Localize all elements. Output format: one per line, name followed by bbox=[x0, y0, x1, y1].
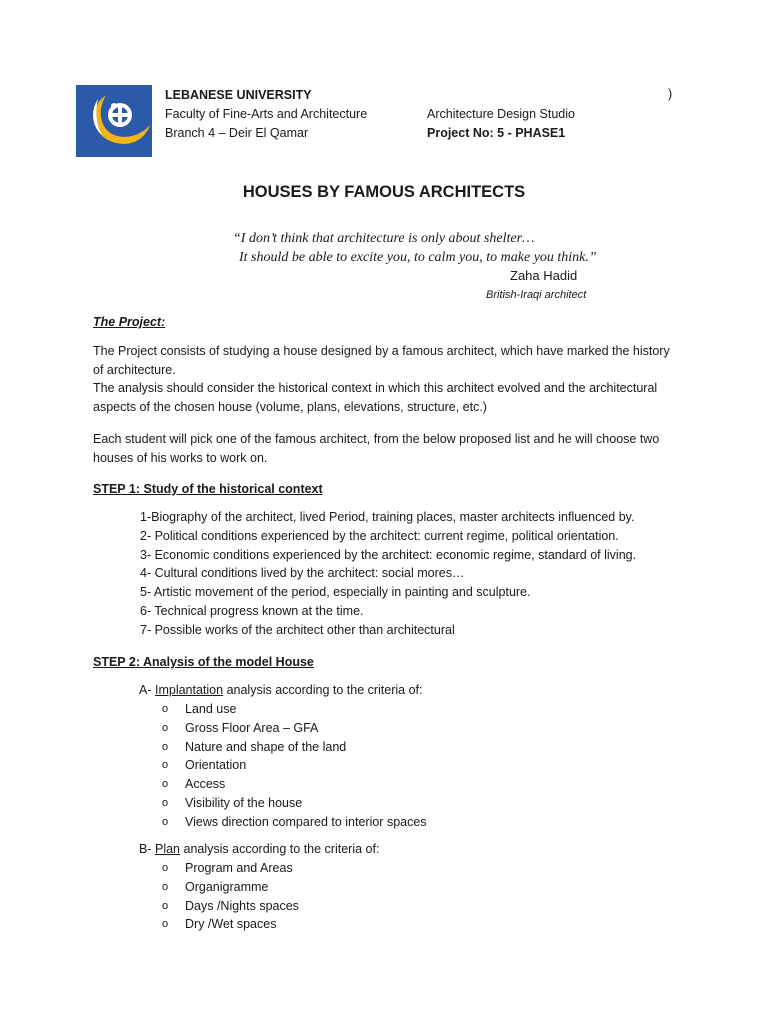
bullet-icon: o bbox=[162, 740, 169, 753]
bullet-icon: o bbox=[162, 918, 169, 931]
step2-a-list bbox=[162, 700, 427, 832]
project-number: Project No: 5 - PHASE1 bbox=[427, 126, 566, 140]
project-paragraph-3: Each student will pick one of the famous architect, from the below proposed list and he will choose two houses of his works to work on. bbox=[93, 432, 660, 465]
list-item: 3- Economic conditions experienced by the architect: economic regime, standard of living. bbox=[140, 547, 637, 562]
bullet-icon: o bbox=[162, 703, 169, 715]
studio-name: Architecture Design Studio bbox=[427, 107, 575, 121]
list-item: 2- Political conditions experienced by the architect: current regime, political orientation. bbox=[140, 528, 619, 543]
list-item: o Orientation bbox=[162, 756, 427, 775]
list-item: o Gross Floor Area – GFA bbox=[162, 719, 427, 738]
bullet-icon: o bbox=[162, 759, 169, 772]
bullet-icon: o bbox=[162, 796, 169, 809]
bullet-icon: o bbox=[162, 862, 169, 874]
bullet-icon: o bbox=[162, 778, 169, 791]
list-item: 4- Cultural conditions lived by the architect: social mores… bbox=[140, 566, 465, 581]
list-item: o Visibility of the house bbox=[162, 794, 427, 813]
bullet-icon: o bbox=[162, 899, 169, 912]
step2-b-heading: B- Plan analysis according to the criteria of: bbox=[139, 842, 380, 856]
list-item: o Nature and shape of the land bbox=[162, 738, 427, 757]
list-item: 1-Biography of the architect, lived Period, training places, master architects influenced by. bbox=[140, 510, 635, 524]
quote-author: Zaha Hadid bbox=[510, 268, 578, 283]
list-item: o Dry /Wet spaces bbox=[162, 915, 299, 934]
list-item: o Organigramme bbox=[162, 878, 299, 897]
list-item: 5- Artistic movement of the period, especially in painting and sculpture. bbox=[140, 585, 531, 600]
step1-list bbox=[140, 508, 636, 640]
plan-keyword: Plan bbox=[154, 842, 181, 856]
university-name: LEBANESE UNIVERSITY bbox=[165, 88, 312, 102]
step2-b-list bbox=[162, 859, 299, 934]
list-item: o Program and Areas bbox=[162, 859, 299, 878]
project-paragraph-2: The analysis should consider the historical context in which this architect evolved and the architectural aspects of the chosen house (volume, plans, elevations, structure, etc.) bbox=[93, 381, 658, 414]
list-item: o Access bbox=[162, 775, 427, 794]
quote-line-2: It should be able to excite you, to calm you, to make you think.” bbox=[239, 250, 597, 265]
list-item: 7- Possible works of the architect other than architectural bbox=[140, 622, 455, 637]
bullet-icon: o bbox=[162, 815, 169, 828]
branch-name: Branch 4 – Deir El Qamar bbox=[165, 126, 309, 140]
stray-parenthesis: ) bbox=[668, 87, 673, 101]
bullet-icon: o bbox=[162, 880, 169, 893]
institution-block bbox=[165, 86, 367, 143]
quote-author-role: British-Iraqi architect bbox=[486, 289, 587, 301]
list-item: o Days /Nights spaces bbox=[162, 897, 299, 916]
bullet-icon: o bbox=[162, 721, 169, 734]
implantation-keyword: Implantation bbox=[154, 683, 224, 697]
list-item: o Land use bbox=[162, 700, 427, 719]
step2-heading: STEP 2: Analysis of the model House bbox=[93, 655, 314, 669]
list-item: o Views direction compared to interior spaces bbox=[162, 813, 427, 832]
course-block bbox=[427, 105, 575, 143]
project-heading: The Project: bbox=[93, 315, 166, 329]
step2-a-heading: A- Implantation analysis according to the criteria of: bbox=[139, 683, 423, 697]
faculty-name: Faculty of Fine-Arts and Architecture bbox=[165, 107, 368, 121]
list-item: 6- Technical progress known at the time. bbox=[140, 603, 364, 618]
quote-line-1: “I don’t think that architecture is only about shelter… bbox=[233, 231, 535, 246]
project-paragraph-1: The Project consists of studying a house designed by a famous architect, which have marked the history of architecture. bbox=[93, 344, 670, 377]
document-title: HOUSES BY FAMOUS ARCHITECTS bbox=[242, 183, 526, 201]
step1-heading: STEP 1: Study of the historical context bbox=[93, 482, 323, 496]
university-logo bbox=[76, 85, 152, 157]
